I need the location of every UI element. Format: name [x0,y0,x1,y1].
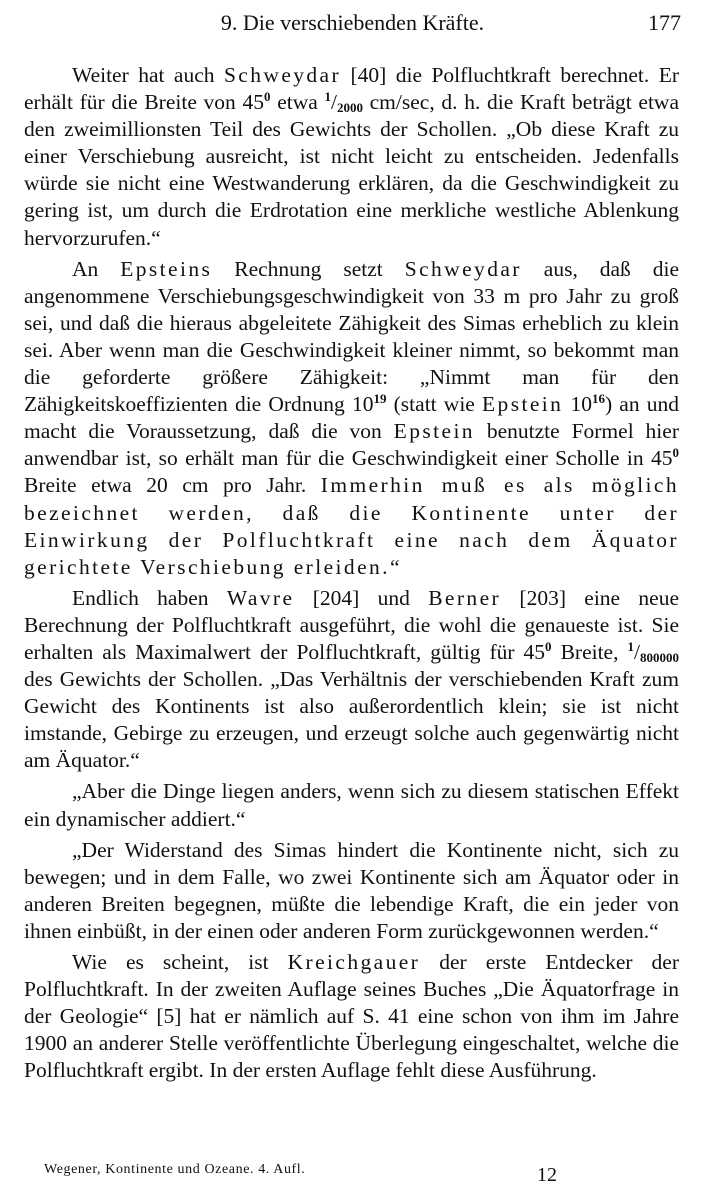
text-run: etwa [270,90,325,115]
text-run: cm/sec, d. h. die Kraft beträgt etwa den zweimillionsten Teil des Gewichts der Schollen. „Ob diese Kraft zu einer Verschiebung ausreicht, ist nicht leicht zu entscheiden. Jedenfalls würde sie nicht eine Westwanderung erklären, da die Geschwindigkeit zu gering ist, um durch die Erdrotation eine merkliche westliche Ablenkung hervorzurufen.“ [24,90,679,250]
paragraph-5 [24,837,679,945]
text-run: „Der Widerstand des Simas hindert die Kontinente nicht, sich zu bewegen; und in dem Falle, wo zwei Kontinente sich am Äquator oder in anderen Breiten begegnen, müßte die lebendige Kraft, die ein jeder von ihnen einbüßt, in der einen oder anderen Form zurückgewonnen werden.“ [24,837,679,943]
text-run: 1 [627,638,634,654]
text-run: Kreichgauer [287,950,421,974]
text-run: An [72,256,121,281]
running-title: 9. Die verschiebenden Kräfte. [220,10,485,35]
paragraph-4 [24,778,679,832]
text-run: 2000 [336,100,363,116]
text-run: Weiter hat auch [72,63,224,87]
paragraph-1 [24,62,679,252]
page-number: 177 [648,10,681,35]
text-run: aus, daß die angenommene Verschiebungsgeschwindigkeit von 33 m pro Jahr zu groß sei, und daß die hieraus abgeleitete Zähigkeit des Simas erheblich zu klein sei. Aber wenn man die Geschwindigkeit kleiner nimmt, so bekommt man die geforderte größere Zähigkeit: „Nimmt man für den Zähigkeitskoeffizienten die Ordnung 10 [24,256,680,417]
paragraph-6 [24,949,679,1084]
text-run: benutzte Formel hier anwendbar ist, so erhält man für die Geschwindigkeit einer Scholle in 45 [24,419,679,471]
text-run: Wie es scheint, ist [72,950,288,974]
text-run: “ [389,554,400,579]
text-run: „Aber die Dinge liegen anders, wenn sich zu diesem statischen Effekt ein dynamischer addiert.“ [24,779,679,831]
text-run: 0 [264,89,271,105]
text-run: [204] und [294,585,429,610]
text-run: Rechnung setzt [212,256,405,281]
text-run: 16 [591,391,605,407]
text-run: Epstein [482,392,564,417]
page-body [24,62,679,1084]
text-run: Berner [428,585,502,610]
text-run: 0 [545,638,552,654]
printer-signature: Wegener, Kontinente und Ozeane. 4. Aufl. [44,1162,306,1177]
text-run: Wavre [226,585,295,610]
text-run: [40] die Polfluchtkraft berechnet. Er erhält für die Breite von 45 [24,63,679,115]
text-run: / [330,90,337,115]
text-run: 19 [373,391,387,407]
paragraph-3 [24,585,679,775]
page-header [24,10,681,44]
text-run: 10 [563,392,592,417]
text-run: (statt wie [386,392,483,417]
text-run: 1 [324,89,331,105]
text-run: der erste Entdecker der Polfluchtkraft. In der zweiten Auflage seines Buches „Die Äquatorfrage in der Geologie“ [5] hat er nämlich auf S. 41 eine schon von ihm im Jahre 1900 an anderer Stelle veröffentlichte Überlegung eingeschaltet, welche die Polfluchtkraft ergibt. In der ersten Auflage fehlt diese Ausführung. [24,950,680,1083]
text-run: Endlich haben [72,585,227,610]
paragraph-2 [24,256,679,581]
signature-number: 12 [537,1164,557,1186]
text-run: Schweydar [404,256,522,281]
page-footer [44,1160,681,1188]
text-run: ) an und macht die Voraussetzung, daß die von [24,392,680,444]
text-run: 0 [672,445,679,461]
text-run: des Gewichts der Schollen. „Das Verhältnis der verschiebenden Kraft zum Gewicht des Kontinents ist also außerordentlich klein; sie ist nicht imstande, Gebirge zu erzeugen, und erzeugt solche auch gegenwärtig nicht am Äquator.“ [24,667,679,773]
text-run: Breite etwa 20 cm pro Jahr. [24,473,321,498]
text-run: Immerhin muß es als möglich bezeichnet werden, daß die Kontinente unter der Einwirkung der Polfluchtkraft eine nach dem Äquator gerichtete Verschiebung erleiden. [24,473,679,579]
text-run: / [634,639,640,664]
text-run: Epsteins [120,256,213,281]
text-run: 800000 [639,649,679,665]
text-run: Epstein [393,419,475,444]
text-run: Schweydar [223,63,342,87]
text-run: [203] eine neue Berechnung der Polfluchtkraft ausgeführt, die wohl die genaueste ist. Sie erhalten als Maximalwert der Polfluchtkraft, gültig für 45 [24,585,679,664]
text-run: Breite, [551,639,628,664]
